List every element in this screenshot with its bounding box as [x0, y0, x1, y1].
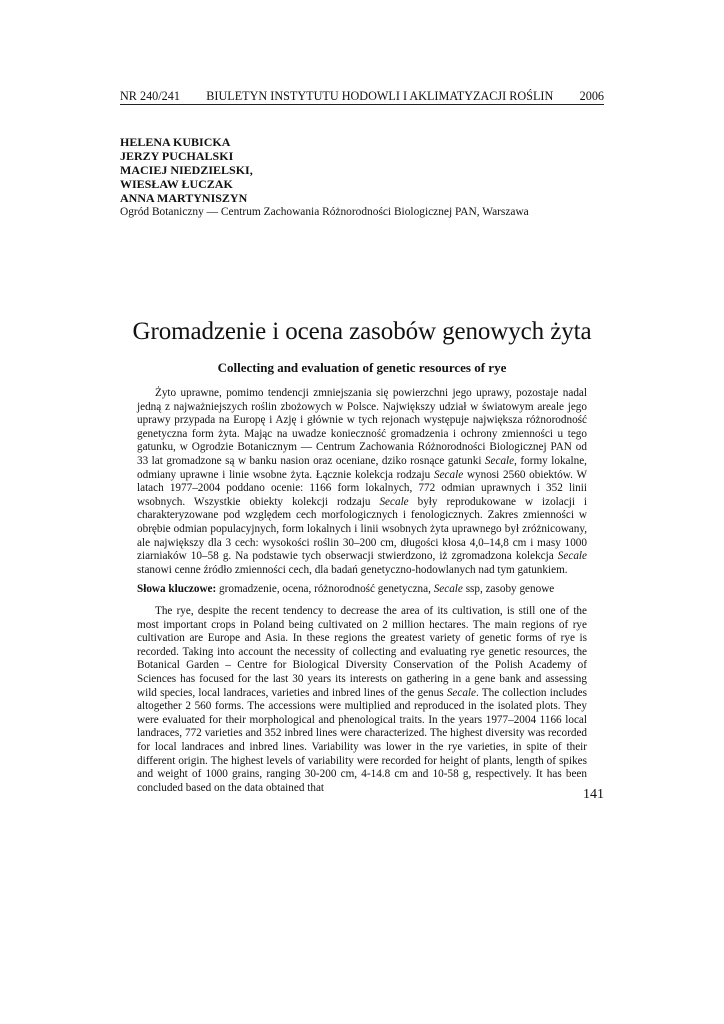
paper-title: Gromadzenie i ocena zasobów genowych żyta [132, 318, 592, 345]
author-name: ANNA MARTYNISZYN [120, 191, 248, 205]
header-rule [120, 104, 604, 105]
author-block [120, 135, 604, 219]
keywords-text: ssp, zasoby genowe [462, 583, 555, 595]
genus-name: Secale [379, 495, 409, 508]
genus-name: Secale [433, 583, 463, 595]
abstract-text: . The collection includes altogether 2 560 forms. The accessions were multiplied and reproduced in the isolated plots. They were evaluated for their morphological and phenological traits. In the years 1977–2004 1166 local landraces, 772 varieties and 352 inbred lines were characterized. The highest diversity was recorded for local landraces and inbred lines. Variability was lower in the rye varieties, in spite of their different origin. The highest levels of variability were recorded for height of plants, length of spikes and weight of 1000 grains, ranging 30-200 cm, 4-14.8 cm and 10-58 g, respectively. It has been concluded based on the data obtained that [137, 686, 587, 794]
abstract-polish [137, 387, 587, 577]
author-name: MACIEJ NIEDZIELSKI, [120, 163, 253, 177]
abstract-english [137, 605, 587, 795]
genus-name: Secale [557, 550, 587, 563]
genus-name: Secale [433, 468, 464, 481]
journal-name: BIULETYN INSTYTUTU HODOWLI I AKLIMATYZACJI ROŚLIN [206, 89, 554, 103]
abstract-text: wynosi 2560 obiektów. W latach 1977–2004 poddano ocenie: 1166 form lokalnych, 772 odmian uprawnych i 352 linii wsobnych. Wszystkie obiekty kolekcji rodzaju [137, 468, 588, 508]
abstract-text: były reprodukowane w izolacji i charakteryzowane pod względem cech morfologicznych i fenologicznych. Zakres zmienności w obrębie odmian populacyjnych, form lokalnych i linii wsobnych żyta uprawnego był zróżnicowany, ale największy dla 3 cech: wysokości roślin 30–200 cm, długości kłosa 4,0–14,8 cm i masy 1000 ziarniaków 10–58 g. Na podstawie tych obserwacji stwierdzono, iż zgromadzona kolekcja [137, 495, 587, 563]
abstract-text: Żyto uprawne, pomimo tendencji zmniejszania się powierzchni jego uprawy, pozostaje nadal jedną z najważniejszych roślin zbożowych w Polsce. Największy udział w światowym areale jego uprawy przypada na Europę i Azję i głównie w tych rejonach występuje największa różnorodność genetyczna form żyta. Mając na uwadze konieczność gromadzenia i ochrony zmienności u tego gatunku, w Ogrodzie Botanicznym — Centrum Zachowania Różnorodności Biologicznej PAN od 33 lat gromadzone są w banku nasion oraz oceniane, dziko rosnące gatunki [137, 387, 587, 467]
author-name: HELENA KUBICKA [120, 135, 231, 149]
keywords-label: Słowa kluczowe: [137, 583, 217, 595]
keywords [137, 583, 587, 597]
abstract-text: The rye, despite the recent tendency to decrease the area of its cultivation, is still one of the most important crops in Poland being cultivated on 2 million hectares. The main regions of rye cultivation are Europe and Asia. In these regions the greatest variety of genetic forms of rye is recorded. Taking into account the necessity of collecting and evaluating rye genetic resources, the Botanical Garden – Centre for Biological Diversity Conservation of the Polish Academy of Sciences has focused for the last 30 years its interests on gathering in a gene bank and assessing wild species, local landraces, varieties and inbred lines of the genus [137, 605, 587, 699]
genus-name: Secale [446, 686, 477, 699]
keywords-text: gromadzenie, ocena, różnorodność genetyczna, [216, 583, 434, 595]
running-header [120, 89, 604, 104]
journal-year: 2006 [579, 89, 604, 103]
abstract-text: stanowi cenne źródło zmienności cech, dla badań genetyczno-hodowlanych nad tym gatunkiem. [137, 563, 568, 576]
paper-subtitle: Collecting and evaluation of genetic resources of rye [217, 360, 507, 375]
journal-issue: NR 240/241 [120, 89, 180, 103]
author-name: WIESŁAW ŁUCZAK [120, 177, 233, 191]
genus-name: Secale [484, 454, 515, 467]
abstract-text: , formy lokalne, odmiany uprawne i linie wsobne żyta. Łącznie kolekcja rodzaju [137, 454, 587, 481]
author-name: JERZY PUCHALSKI [120, 149, 234, 163]
page-number: 141 [583, 787, 604, 802]
affiliation: Ogród Botaniczny — Centrum Zachowania Różnorodności Biologicznej PAN, Warszawa [120, 206, 529, 218]
